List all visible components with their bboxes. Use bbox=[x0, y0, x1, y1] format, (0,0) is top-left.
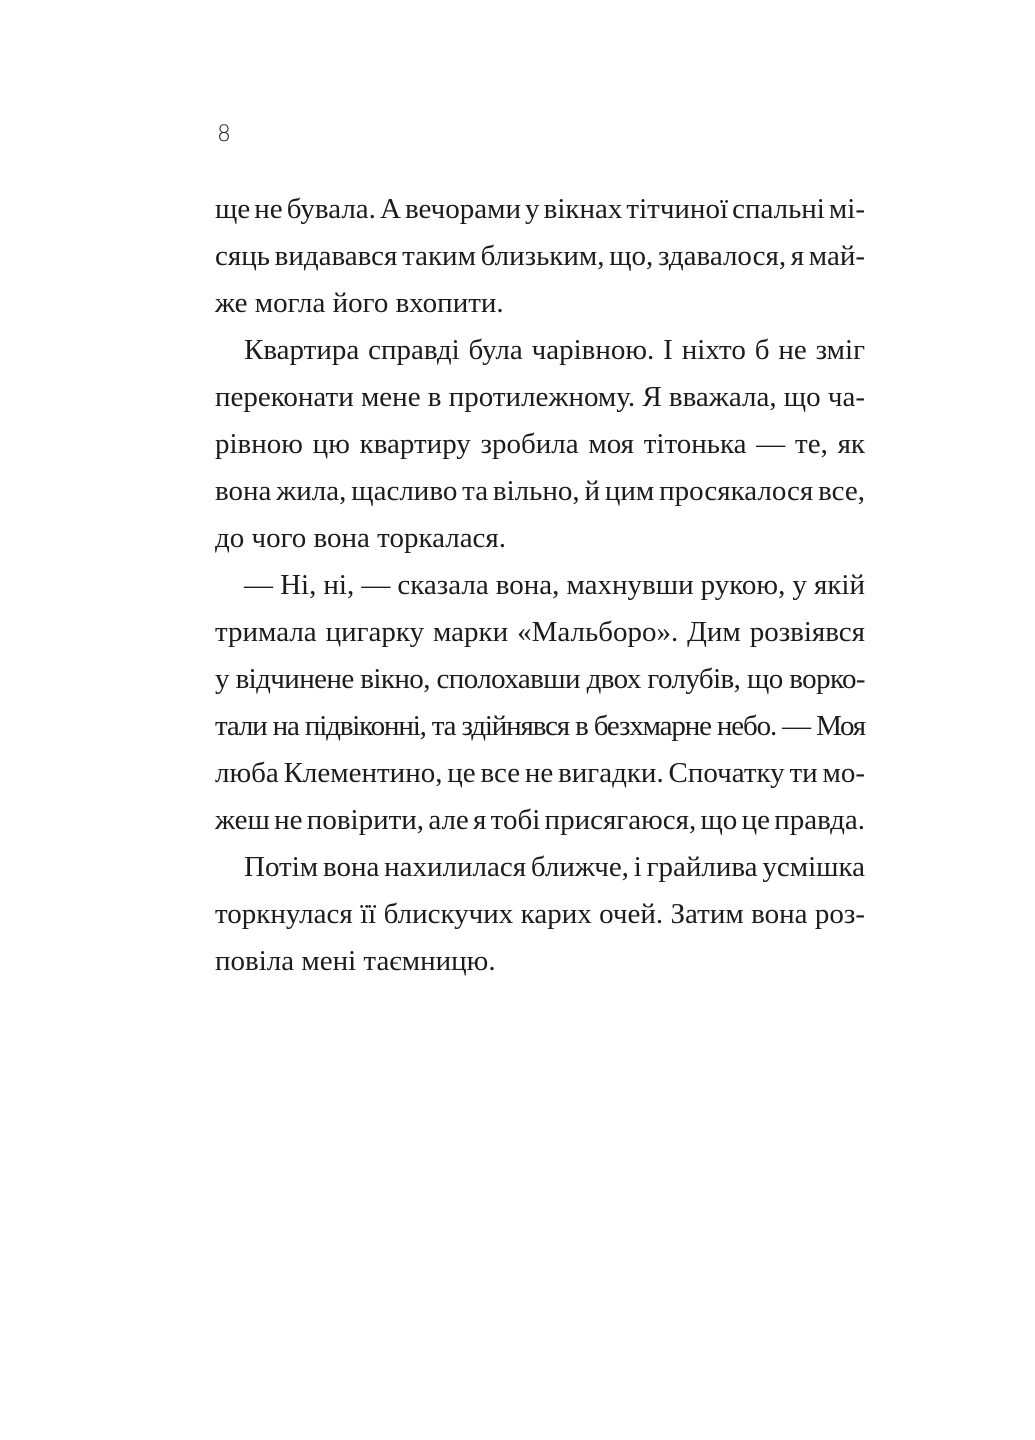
text-line: же могла його вхопити. bbox=[215, 287, 504, 319]
paragraph bbox=[215, 562, 865, 844]
paragraph bbox=[215, 327, 865, 562]
text-line: тримала цигарку марки «Мальборо». Дим розвіявся bbox=[215, 616, 865, 648]
text-line: — Ні, ні, — сказала вона, махнувши рукою, у якій bbox=[244, 569, 865, 601]
text-line: у відчинене вікно, сполохавши двох голубів, що ворко- bbox=[215, 663, 865, 695]
paragraph bbox=[215, 186, 865, 327]
text-line: вона жила, щасливо та вільно, й цим просякалося все, bbox=[215, 475, 865, 507]
text-line: Квартира справді була чарівною. І ніхто б не зміг bbox=[244, 334, 865, 366]
text-line: торкнулася її блискучих карих очей. Затим вона роз- bbox=[215, 898, 865, 930]
text-line: Потім вона нахилилася ближче, і грайлива усмішка bbox=[244, 851, 865, 883]
body-text bbox=[215, 186, 865, 985]
text-line: сяць видавався таким близьким, що, здавалося, я май- bbox=[215, 240, 865, 272]
paragraph bbox=[215, 844, 865, 985]
text-line: тали на підвіконні, та здійнявся в безхмарне небо. — Моя bbox=[215, 710, 865, 742]
text-line: люба Клементино, це все не вигадки. Спочатку ти мо- bbox=[215, 757, 865, 789]
text-line: ще не бувала. А вечорами у вікнах тітчиної спальні мі- bbox=[215, 193, 865, 225]
text-line: до чого вона торкалася. bbox=[215, 522, 507, 554]
page-number: 8 bbox=[217, 122, 231, 147]
text-line: переконати мене в протилежному. Я вважала, що ча- bbox=[215, 381, 865, 413]
text-line: жеш не повірити, але я тобі присягаюся, що це правда. bbox=[215, 804, 865, 836]
text-line: повіла мені таємницю. bbox=[215, 945, 496, 977]
text-line: рівною цю квартиру зробила моя тітонька — те, як bbox=[215, 428, 865, 460]
